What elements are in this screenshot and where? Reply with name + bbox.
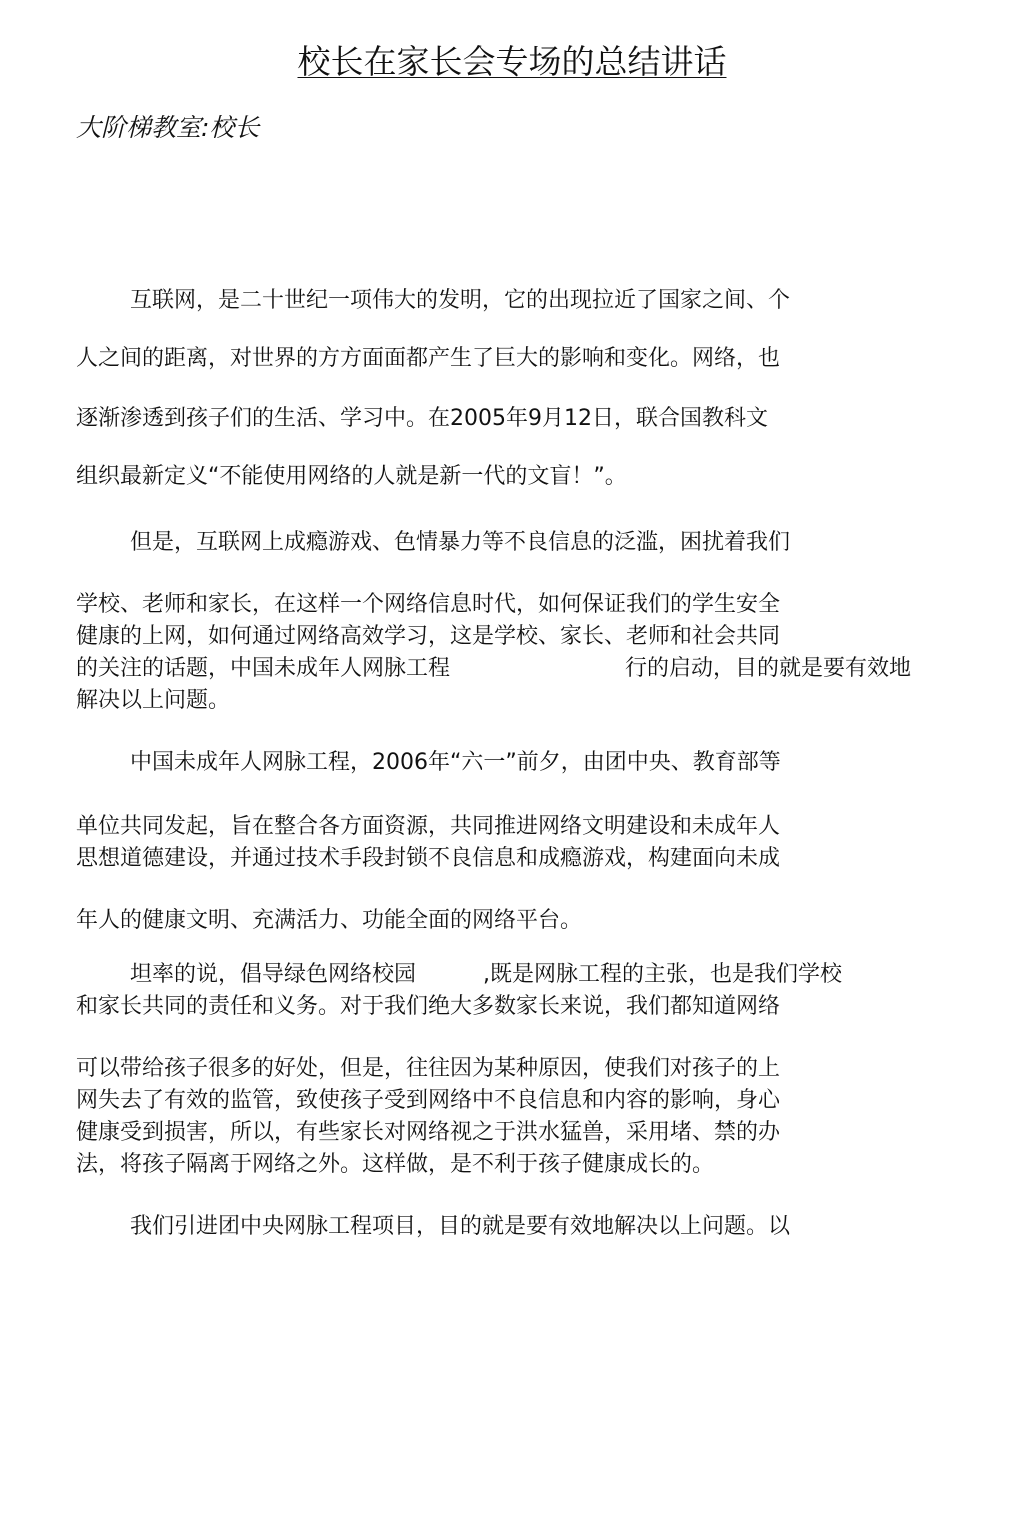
paragraph-3-line-3: 思想道德建设，并通过技术手段封锁不良信息和成瘾游戏，构建面向未成 [76, 846, 781, 871]
paragraph-4-line-1b: ,既是网脉工程的主张，也是我们学校 [483, 962, 842, 987]
paragraph-2-line-3: 健康的上网，如何通过网络高效学习，这是学校、家长、老师和社会共同 [76, 624, 781, 649]
paragraph-2-line-5: 解决以上问题。 [76, 688, 231, 713]
paragraph-3-line-1: 中国未成年人网脉工程，2006年“六一”前夕，由团中央、教育部等 [130, 750, 781, 775]
paragraph-2-line-4b: 行的启动，目的就是要有效地 [625, 656, 912, 681]
paragraph-4-line-3: 可以带给孩子很多的好处，但是，往往因为某种原因，使我们对孩子的上 [76, 1056, 781, 1081]
paragraph-5-line-1: 我们引进团中央网脉工程项目，目的就是要有效地解决以上问题。以 [130, 1214, 791, 1239]
paragraph-4-line-4: 网失去了有效的监管，致使孩子受到网络中不良信息和内容的影响，身心 [76, 1088, 781, 1113]
speech-location: 大阶梯教室:校长 [76, 113, 260, 142]
paragraph-1-line-1: 互联网，是二十世纪一项伟大的发明，它的出现拉近了国家之间、个 [130, 288, 791, 313]
paragraph-1-line-2: 人之间的距离，对世界的方方面面都产生了巨大的影响和变化。网络，也 [76, 346, 781, 371]
document-title: 校长在家长会专场的总结讲话 [297, 42, 727, 81]
paragraph-4-line-1a: 坦率的说，倡导绿色网络校园 [130, 962, 417, 987]
paragraph-2-line-4a: 的关注的话题，中国未成年人网脉工程 [76, 656, 451, 681]
paragraph-3-line-2: 单位共同发起，旨在整合各方面资源，共同推进网络文明建设和未成年人 [76, 814, 781, 839]
paragraph-2-line-1: 但是，互联网上成瘾游戏、色情暴力等不良信息的泛滥，困扰着我们 [130, 530, 791, 555]
paragraph-4-line-5: 健康受到损害，所以，有些家长对网络视之于洪水猛兽，采用堵、禁的办 [76, 1120, 781, 1145]
paragraph-4-line-2: 和家长共同的责任和义务。对于我们绝大多数家长来说，我们都知道网络 [76, 994, 781, 1019]
paragraph-1-line-3: 逐渐渗透到孩子们的生活、学习中。在2005年9月12日，联合国教科文 [76, 406, 768, 431]
paragraph-4-line-6: 法，将孩子隔离于网络之外。这样做，是不利于孩子健康成长的。 [76, 1152, 715, 1177]
paragraph-2-line-2: 学校、老师和家长，在这样一个网络信息时代，如何保证我们的学生安全 [76, 592, 781, 617]
paragraph-1-line-4: 组织最新定义“不能使用网络的人就是新一代的文盲！”。 [76, 464, 627, 489]
paragraph-3-line-4: 年人的健康文明、充满活力、功能全面的网络平台。 [76, 908, 583, 933]
